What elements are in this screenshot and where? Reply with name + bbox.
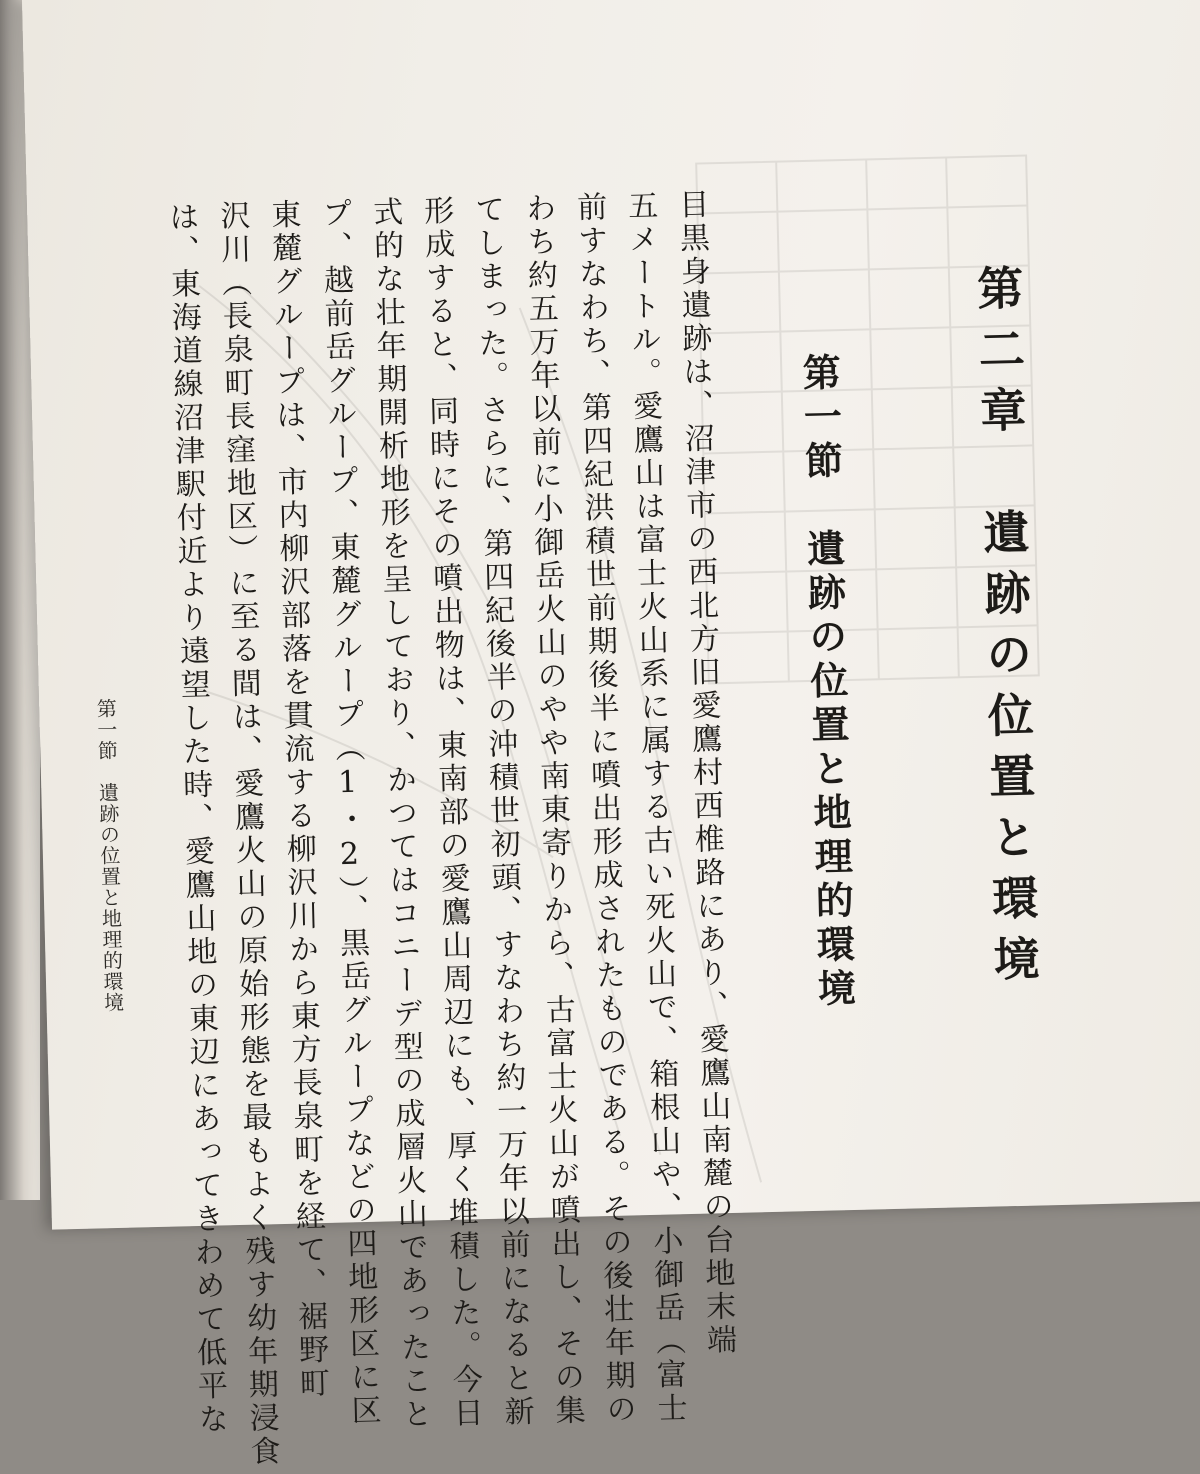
body-line: は、東海道線沼津駅付近より遠望した時、愛鷹山地の東辺にあってきわめて低平な: [162, 200, 229, 1438]
body-line: 式的な壮年期開析地形を呈しており、かつてはコニーデ型の成層火山であったこと: [366, 195, 433, 1433]
book-page: [22, 0, 1200, 1470]
body-line: 五メートル。愛鷹山は富士火山系に属する古い死火山で、箱根山や、小御岳（富士: [621, 189, 688, 1426]
body-line: 前すなわち、第四紀洪積世前期後半に噴出形成されたものである。その後壮年期の: [570, 190, 637, 1428]
body-line: 目黒身遺跡は、沼津市の西北方旧愛鷹村西椎路にあり、愛鷹山南麓の台地末端: [672, 188, 737, 1358]
body-line: プ、越前岳グループ、東麓グループ（1・2）、黒岳グループなどの四地形区に区: [315, 197, 381, 1429]
body-line: てしまった。さらに、第四紀後半の沖積世初頭、すなわち約一万年以前になると新: [468, 193, 535, 1430]
running-footer: 第一節 遺跡の位置と地理的環境: [93, 697, 125, 1014]
body-line: 沢川（長泉町長窪地区）に至る間は、愛鷹火山の原始形態を最もよく残す幼年期浸食: [213, 199, 280, 1470]
body-line: わち約五万年以前に小御岳火山のやや南東寄りから、古富士火山が噴出し、その集: [519, 192, 586, 1429]
chapter-title: 第二章 遺跡の位置と環境: [969, 263, 1042, 997]
body-line: 東麓グループは、市内柳沢部落を貫流する柳沢川から東方長泉町を経て、裾野町: [264, 198, 330, 1402]
body-line: 形成すると、同時にその噴出物は、東南部の愛鷹山周辺にも、厚く堆積した。今日: [417, 194, 484, 1431]
section-title: 第一節 遺跡の位置と地理的環境: [795, 352, 857, 1014]
